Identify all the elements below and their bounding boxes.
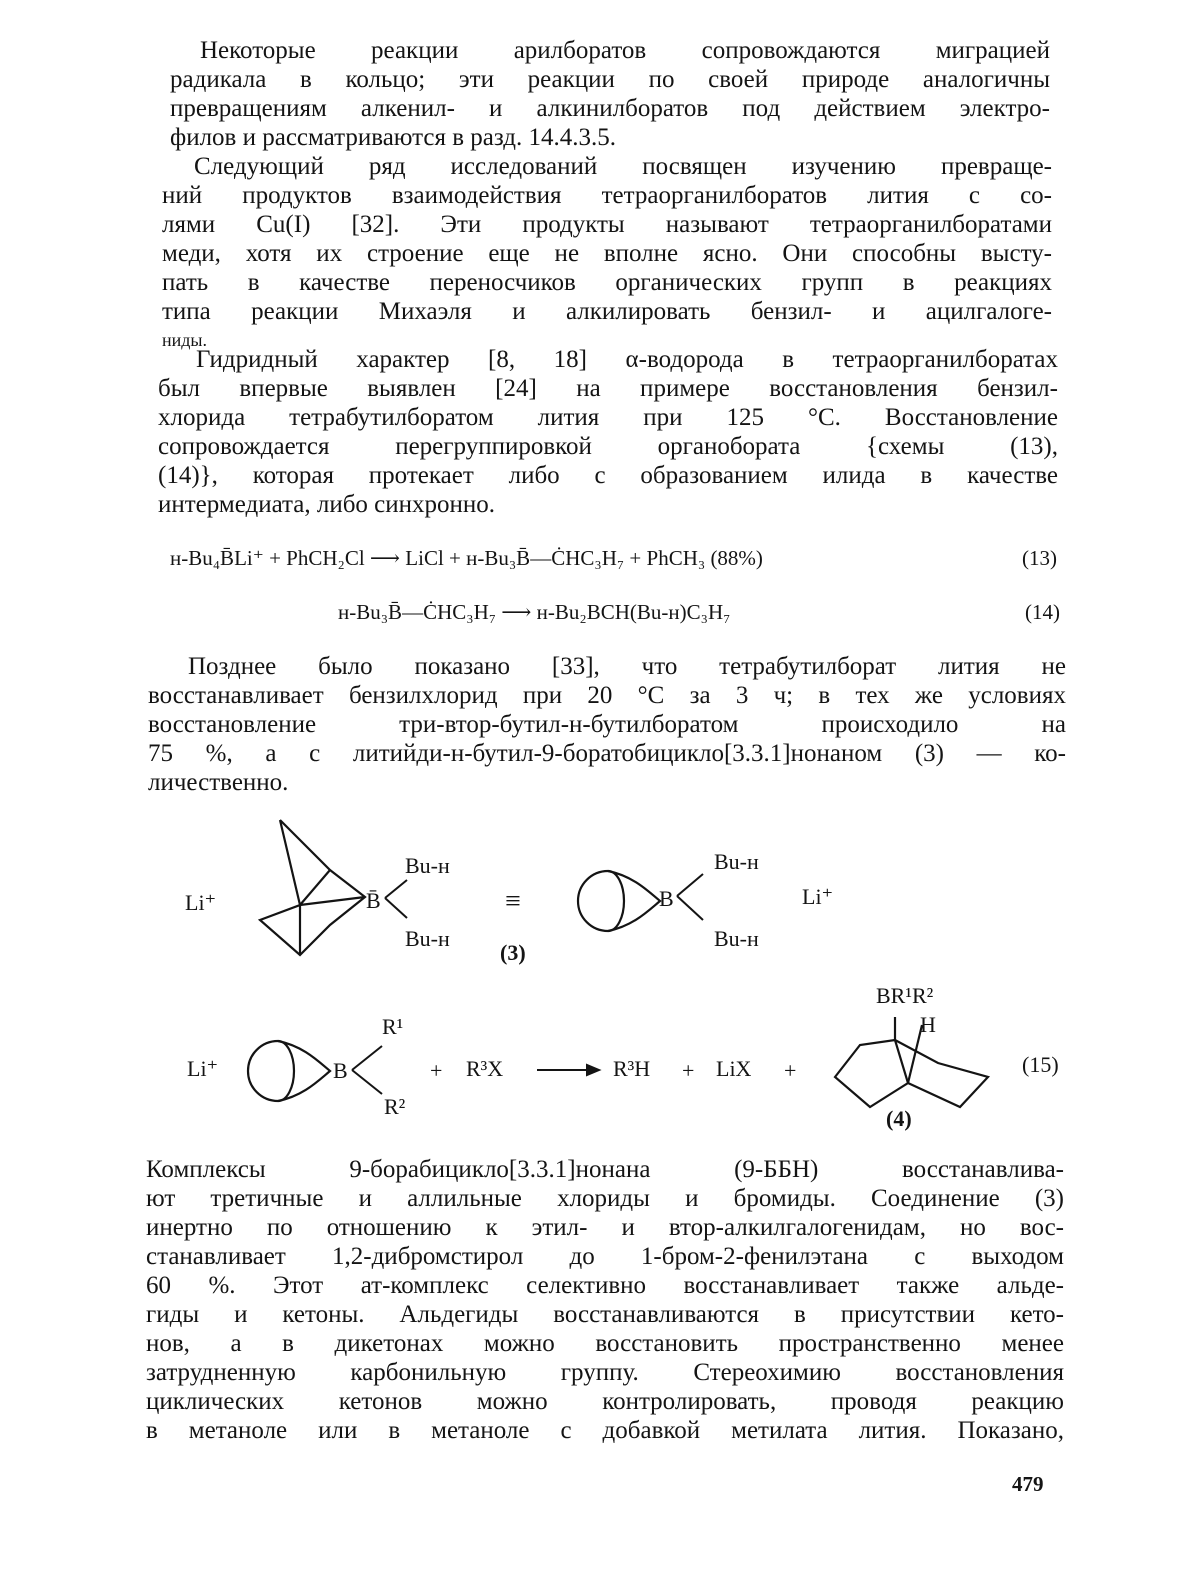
equivalence-sign: ≡ [505,886,521,917]
text-line: ний продуктов взаимодействия тетраорганилборатов лития с со- [162,182,1052,209]
text-line: меди, хотя их строение еще не вполне ясно. Они способны высту- [162,240,1052,267]
boron-bonds [677,866,717,926]
reaction-arrow [535,1060,601,1080]
text-line: ниды. [162,330,208,350]
bicyclooctane-structure [830,1015,1000,1115]
text-line: Некоторые реакции арилборатов сопровождаются миграцией [200,37,1050,64]
equation-number-text: (13) [1022,546,1057,570]
boron-atom: B [659,886,674,911]
paragraph-3 [158,345,1058,519]
paragraph-4 [148,652,1066,797]
compound-label: (3) [500,940,526,965]
equation-number: (15) [1022,1052,1059,1077]
product-r3h: R³H [613,1056,651,1081]
text-line: филов и рассматриваются в разд. 14.4.3.5. [170,124,617,151]
plus-sign: + [784,1058,797,1083]
bicyclic-shorthand [248,1036,338,1106]
text-line: Гидридный характер [8, 18] α-водорода в тетраорганилборатах [196,346,1058,373]
text-line: Следующий ряд исследований посвящен изучению превраще- [194,153,1052,180]
text-line: ют третичные и аллильные хлориды и бромиды. Соединение (3) [146,1185,1064,1212]
text-line: личественно. [148,769,289,796]
text-line: превращениям алкенил- и алкинилборатов под действием электро- [170,95,1050,122]
text-line: (14)}, которая протекает либо с образованием илида в качестве [158,462,1058,489]
equation-text: н-Bu₃B̄—ĊHC₃H₇ ⟶ н-Bu₂BCH(Bu-н)C₃H₇ [338,600,731,624]
text-line: лями Cu(I) [32]. Эти продукты называют тетраорганилборатами [162,211,1052,238]
text-line: нов, а в дикетонах можно восстановить пространственно менее [146,1330,1064,1357]
lithium-cation: Li⁺ [185,890,217,915]
boron-bonds [385,870,425,930]
product-lix: LiX [716,1056,752,1081]
text-line: в метаноле или в метаноле с добавкой метилата лития. Показано, [146,1417,1064,1444]
text-line: 75 %, а с литийди-н-бутил-9-боратобицикло[3.3.1]нонаном (3) — ко- [148,740,1066,767]
lithium-cation: Li⁺ [187,1056,219,1081]
text-line: затрудненную карбонильную группу. Стереохимию восстановления [146,1359,1064,1386]
boron-bonds [352,1040,392,1100]
butyl-group: Bu-н [714,926,759,951]
plus-sign: + [682,1058,695,1083]
text-line: восстанавливает бензилхлорид при 20 °С за 3 ч; в тех же условиях [148,682,1066,709]
page-number: 479 [1012,1472,1044,1496]
boron-atom: B [333,1058,348,1083]
lithium-cation: Li⁺ [802,884,834,909]
equation-number-text: (14) [1025,600,1060,624]
butyl-group: Bu-н [714,849,759,874]
text-line: восстановление три-втор-бутил-н-бутилборатом происходило на [148,711,1066,738]
bicyclic-shorthand [578,866,668,936]
butyl-group: Bu-н [405,926,450,951]
text-line: Позднее было показано [33], что тетрабутилборат лития не [188,653,1066,680]
text-line: пать в качестве переносчиков органических групп в реакциях [162,269,1052,296]
text-line: циклических кетонов можно контролировать, проводя реакцию [146,1388,1064,1415]
butyl-group: Bu-н [405,853,450,878]
borane-substituent: BR¹R² [876,983,934,1008]
equation-14 [338,600,730,625]
text-line: радикала в кольцо; эти реакции по своей природе аналогичны [170,66,1050,93]
plus-sign: + [430,1058,443,1083]
text-line: сопровождается перегруппировкой органобората {схемы (13), [158,433,1058,460]
equation-number [1022,546,1057,571]
text-line: инертно по отношению к этил- и втор-алкилгалогенидам, но вос- [146,1214,1064,1241]
paragraph-2 [162,152,1052,355]
text-line: был впервые выявлен [24] на примере восстановления бензил- [158,375,1058,402]
paragraph-5 [146,1155,1064,1445]
text-line: типа реакции Михаэля и алкилировать бензил- и ацилгалоге- [162,298,1052,325]
bicyclononane-structure [240,815,380,965]
substituent-r2: R² [384,1094,406,1119]
text-line: хлорида тетрабутилборатом лития при 125 °С. Восстановление [158,404,1058,431]
boron-atom: B̄ [366,888,381,913]
text-line: интермедиата, либо синхронно. [158,491,496,518]
reagent-r3x: R³X [466,1056,504,1081]
compound-label: (4) [886,1106,912,1131]
equation-number [1025,600,1060,625]
equation-13 [170,546,763,571]
text-line: гиды и кетоны. Альдегиды восстанавливаются в присутствии кето- [146,1301,1064,1328]
text-line: 60 %. Этот ат-комплекс селективно восстанавливает также альде- [146,1272,1064,1299]
text-line: Комплексы 9-борабицикло[3.3.1]нонана (9-ББН) восстанавлива- [146,1156,1064,1183]
paragraph-1 [170,36,1050,152]
substituent-r1: R¹ [382,1014,404,1039]
hydrogen-atom: H [920,1012,936,1037]
text-line: станавливает 1,2-дибромстирол до 1-бром-2-фенилэтана с выходом [146,1243,1064,1270]
equation-text: н-Bu₄B̄Li⁺ + PhCH₂Cl ⟶ LiCl + н-Bu₃B̄—ĊHC₃H₇ + PhCH₃ (88%) [170,546,763,570]
